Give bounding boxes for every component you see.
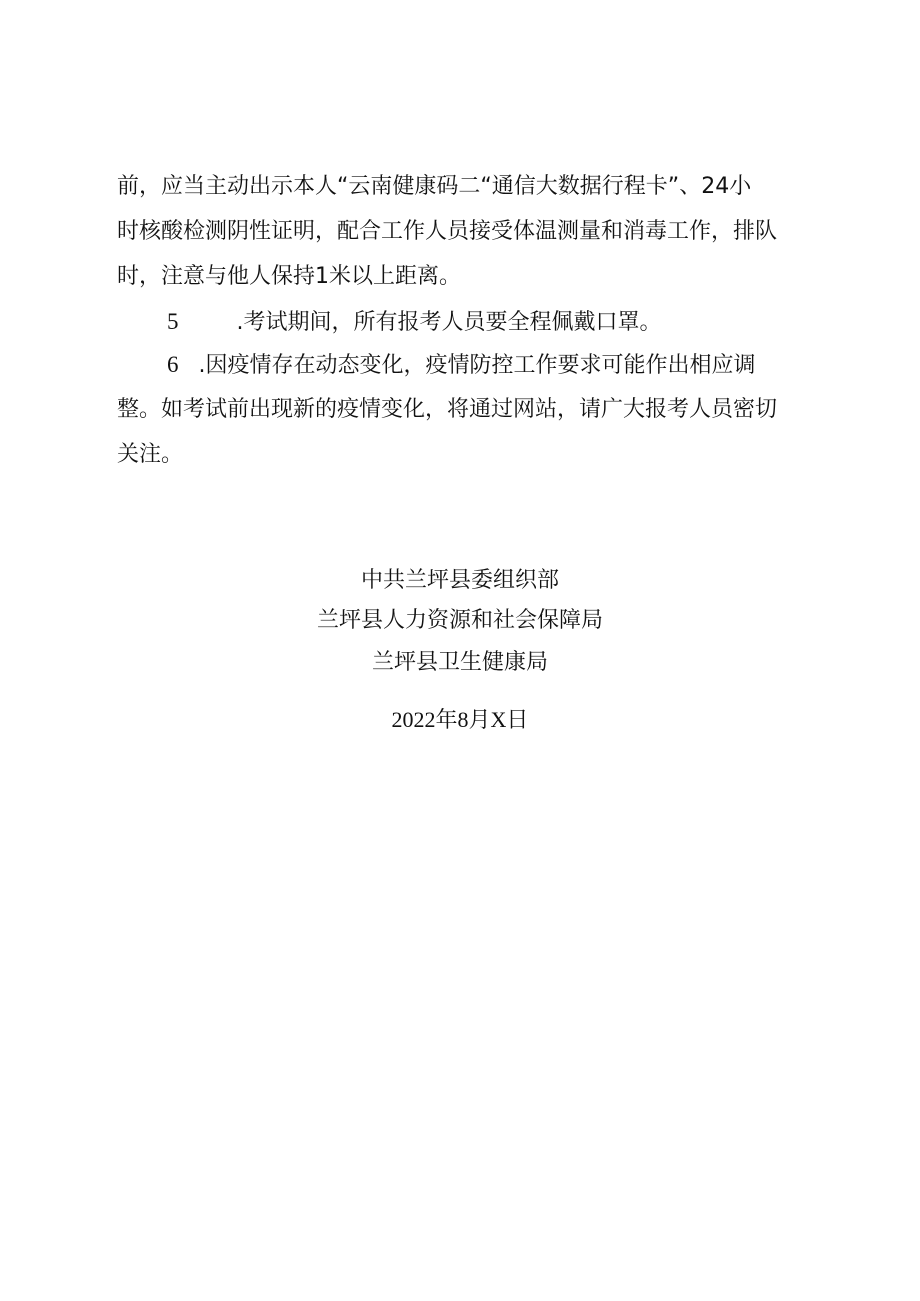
item-6-line-2: 整。如考试前出现新的疫情变化，将通过网站，请广大报考人员密切 (117, 397, 778, 422)
item-5 (167, 307, 662, 338)
paragraph-line-2: 时核酸检测阴性证明，配合工作人员接受体温测量和消毒工作，排队 (117, 219, 778, 244)
item-6-text-1: .因疫情存在动态变化，疫情防控工作要求可能作出相应调 (198, 353, 756, 378)
signature-org-3: 兰坪县卫生健康局 (371, 650, 548, 675)
item-5-text: .考试期间，所有报考人员要全程佩戴口罩。 (236, 310, 662, 335)
paragraph-line-1: 前，应当主动出示本人“云南健康码二“通信大数据行程卡”、24小 (117, 174, 752, 199)
signature-org-2: 兰坪县人力资源和社会保障局 (316, 608, 603, 633)
signature-date: 2022年8月X日 (391, 707, 529, 732)
paragraph-line-3: 时，注意与他人保持1米以上距离。 (117, 264, 461, 289)
item-6-number: 6 (167, 352, 179, 377)
item-6-line-3: 关注。 (117, 442, 184, 467)
item-6-line-1 (167, 350, 756, 381)
signature-org-1: 中共兰坪县委组织部 (360, 568, 559, 593)
item-5-number: 5 (167, 309, 179, 334)
